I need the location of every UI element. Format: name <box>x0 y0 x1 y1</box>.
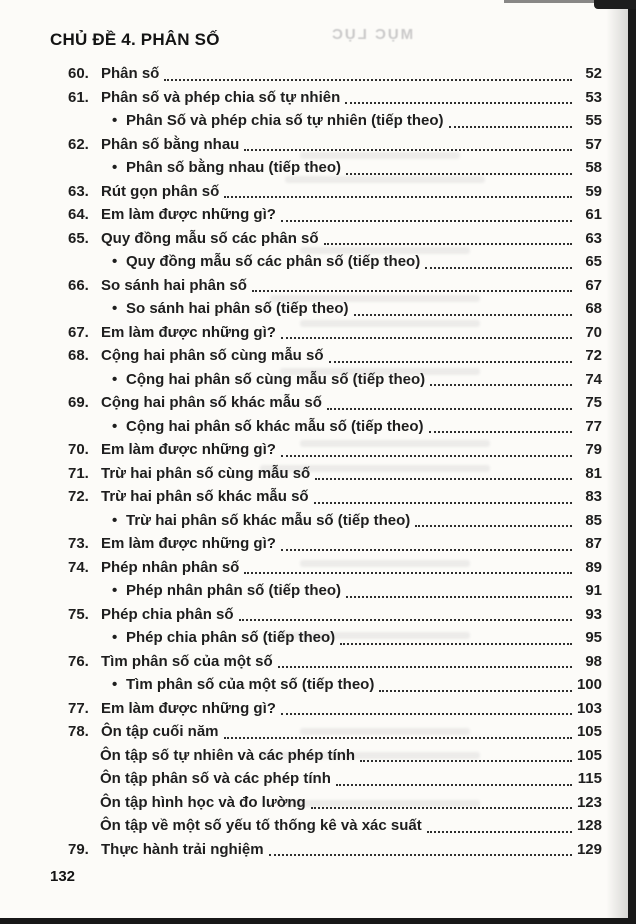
toc-entry-label: Cộng hai phân số khác mẫu số (tiếp theo) <box>126 417 424 435</box>
toc-entry <box>50 227 602 251</box>
scan-edge-bottom <box>0 918 636 924</box>
toc-entry <box>50 368 602 392</box>
toc-entry-prefix: 78. <box>68 723 89 740</box>
toc-entry <box>50 415 602 439</box>
toc-entry-prefix: 71. <box>68 464 89 482</box>
toc-entry-page: 72 <box>585 347 602 364</box>
toc-entry-page: 52 <box>585 65 602 82</box>
toc-entry-prefix: • <box>112 511 118 529</box>
dot-leader <box>344 579 574 603</box>
toc-entry-page: 63 <box>585 229 602 247</box>
toc-entry-label: Phép nhân phân số (tiếp theo) <box>126 582 341 599</box>
toc-entry-page: 95 <box>585 629 602 646</box>
dot-leader <box>313 462 574 486</box>
toc-entry-page: 93 <box>585 605 602 623</box>
toc-entry-page: 128 <box>576 817 602 834</box>
dot-leader <box>242 556 574 580</box>
toc-entry <box>50 274 602 298</box>
toc-entry-label: Quy đồng mẫu số các phân số <box>101 229 319 247</box>
toc-entry-prefix: 62. <box>68 135 89 153</box>
toc-entry-label: Trừ hai phân số cùng mẫu số <box>101 464 311 482</box>
dot-leader <box>427 415 574 439</box>
toc-entry-label: Em làm được những gì? <box>101 535 276 552</box>
toc-entry-label: Phân Số và phép chia số tự nhiên (tiếp theo) <box>126 112 444 129</box>
dot-leader <box>309 791 574 815</box>
scan-edge-right <box>628 0 636 924</box>
toc-entry-label: Cộng hai phân số cùng mẫu số (tiếp theo) <box>126 370 426 388</box>
toc-entry <box>50 438 602 462</box>
toc-entry <box>50 86 602 110</box>
toc-entry <box>50 344 602 368</box>
toc-entry-label: Thực hành trải nghiệm <box>101 840 264 858</box>
toc-entry <box>50 321 602 345</box>
toc-entry <box>50 133 602 157</box>
toc-entry-label: Quy đồng mẫu số các phân số (tiếp theo) <box>126 253 421 270</box>
dot-leader <box>343 86 574 110</box>
toc-entry-page: 77 <box>585 417 602 435</box>
toc-entry-label: Tìm phân số của một số <box>101 652 273 670</box>
toc-entry-label: Trừ hai phân số khác mẫu số <box>101 488 309 505</box>
toc-entry-prefix: • <box>112 676 118 693</box>
dot-leader <box>358 744 574 768</box>
toc-entry <box>50 556 602 580</box>
dot-leader <box>423 250 574 274</box>
toc-entry <box>50 791 602 815</box>
dot-leader <box>413 509 574 533</box>
showthrough-title: MỤC LỤC <box>330 26 414 43</box>
toc-entry-prefix: 66. <box>68 276 89 294</box>
dot-leader <box>327 344 574 368</box>
toc-entry <box>50 156 602 180</box>
toc-entry-page: 75 <box>585 394 602 411</box>
toc-entry-label: Phép chia phân số <box>101 605 234 623</box>
toc-entry-page: 70 <box>585 323 602 341</box>
toc-entry-prefix: • <box>112 300 118 317</box>
toc-entry-label: Cộng hai phân số khác mẫu số <box>101 394 322 411</box>
dot-leader <box>344 156 574 180</box>
toc-entry-label: Tìm phân số của một số (tiếp theo) <box>126 676 375 693</box>
toc-entry <box>50 650 602 674</box>
toc-list <box>50 62 602 861</box>
toc-entry-label: Ôn tập về một số yếu tố thống kê và xác suất <box>100 817 422 834</box>
toc-entry-label: Phân số <box>101 65 160 82</box>
page-title: CHỦ ĐỀ 4. PHÂN SỐ <box>50 30 220 49</box>
toc-entry-prefix: • <box>112 370 118 388</box>
toc-entry-page: 115 <box>577 770 602 787</box>
toc-entry-prefix: 69. <box>68 394 89 411</box>
toc-entry-label: Phân số và phép chia số tự nhiên <box>101 88 341 106</box>
toc-entry <box>50 838 602 862</box>
toc-entry <box>50 250 602 274</box>
toc-entry-prefix: • <box>112 417 118 435</box>
dot-leader <box>377 673 574 697</box>
dot-leader <box>279 438 574 462</box>
toc-entry-label: So sánh hai phân số <box>101 276 247 294</box>
toc-entry-page: 85 <box>585 511 602 529</box>
toc-entry-page: 81 <box>585 464 602 482</box>
toc-entry <box>50 62 602 86</box>
toc-entry <box>50 697 602 721</box>
toc-entry-prefix: 76. <box>68 652 89 670</box>
toc-entry <box>50 485 602 509</box>
toc-entry-page: 123 <box>576 793 602 811</box>
toc-entry-prefix: 67. <box>68 323 89 341</box>
toc-entry-prefix: 65. <box>68 229 89 247</box>
toc-entry-page: 74 <box>585 370 602 388</box>
dot-leader <box>447 109 574 133</box>
dot-leader <box>338 626 574 650</box>
toc-entry-prefix: • <box>112 159 118 176</box>
toc-entry-page: 61 <box>585 206 602 223</box>
dot-leader <box>222 180 574 204</box>
dot-leader <box>242 133 574 157</box>
dot-leader <box>237 603 574 627</box>
toc-entry-page: 103 <box>576 699 602 717</box>
toc-entry-page: 59 <box>585 182 602 200</box>
dot-leader <box>322 227 574 251</box>
toc-entry-label: Ôn tập số tự nhiên và các phép tính <box>100 746 356 764</box>
dot-leader <box>425 814 574 838</box>
toc-entry-page: 67 <box>585 276 602 294</box>
toc-entry <box>50 180 602 204</box>
toc-entry-label: Phân số bằng nhau <box>101 135 240 153</box>
dot-leader <box>279 321 574 345</box>
toc-entry-page: 87 <box>585 535 602 552</box>
toc-entry-prefix: 64. <box>68 206 89 223</box>
toc-entry <box>50 462 602 486</box>
toc-entry <box>50 673 602 697</box>
toc-entry-page: 83 <box>585 488 602 505</box>
dot-leader <box>276 650 574 674</box>
toc-entry <box>50 603 602 627</box>
toc-entry-prefix: • <box>112 629 118 646</box>
toc-entry-label: Ôn tập phân số và các phép tính <box>100 770 331 787</box>
toc-entry-prefix: 73. <box>68 535 89 552</box>
toc-entry <box>50 532 602 556</box>
toc-entry-label: Phép chia phân số (tiếp theo) <box>126 629 336 646</box>
dot-leader <box>250 274 574 298</box>
page-number: 132 <box>50 868 76 885</box>
toc-entry-prefix: • <box>112 582 118 599</box>
toc-entry <box>50 814 602 838</box>
toc-entry-page: 89 <box>585 558 602 576</box>
dot-leader <box>312 485 574 509</box>
scan-shadow <box>606 0 628 924</box>
toc-entry-label: Phân số bằng nhau (tiếp theo) <box>126 159 341 176</box>
toc-entry <box>50 767 602 791</box>
dot-leader <box>279 697 574 721</box>
toc-entry <box>50 203 602 227</box>
toc-entry <box>50 744 602 768</box>
toc-entry <box>50 720 602 744</box>
toc-entry-label: Em làm được những gì? <box>101 206 276 223</box>
toc-entry-page: 98 <box>585 652 602 670</box>
scan-edge-top-right <box>594 0 636 9</box>
toc-entry-prefix: 79. <box>68 840 89 858</box>
toc-entry-page: 105 <box>576 723 602 740</box>
toc-entry-prefix: 74. <box>68 558 89 576</box>
toc-entry-prefix: 68. <box>68 347 89 364</box>
toc-entry-label: Cộng hai phân số cùng mẫu số <box>101 347 324 364</box>
toc-entry-prefix: 60. <box>68 65 89 82</box>
toc-entry-prefix: 77. <box>68 699 89 717</box>
toc-entry-page: 65 <box>585 253 602 270</box>
toc-entry-page: 68 <box>585 300 602 317</box>
toc-entry-label: Rút gọn phân số <box>101 182 220 200</box>
toc-entry <box>50 391 602 415</box>
toc-entry-prefix: • <box>112 112 118 129</box>
dot-leader <box>428 368 574 392</box>
toc-entry-prefix: 70. <box>68 441 89 458</box>
toc-entry-label: Em làm được những gì? <box>101 323 276 341</box>
scan-edge-top-line <box>504 0 594 3</box>
toc-entry-page: 129 <box>576 840 602 858</box>
toc-entry-label: Trừ hai phân số khác mẫu số (tiếp theo) <box>126 511 411 529</box>
dot-leader <box>325 391 574 415</box>
dot-leader <box>334 767 574 791</box>
dot-leader <box>279 203 574 227</box>
toc-entry-prefix: 72. <box>68 488 89 505</box>
toc-entry-page: 57 <box>585 135 602 153</box>
toc-entry-prefix: 63. <box>68 182 89 200</box>
toc-entry-page: 53 <box>585 88 602 106</box>
dot-leader <box>352 297 574 321</box>
toc-entry-prefix: 75. <box>68 605 89 623</box>
toc-entry-page: 58 <box>585 159 602 176</box>
toc-entry-prefix: 61. <box>68 88 89 106</box>
toc-entry <box>50 297 602 321</box>
dot-leader <box>222 720 574 744</box>
toc-entry-page: 79 <box>585 441 602 458</box>
toc-entry-label: Ôn tập cuối năm <box>101 723 219 740</box>
toc-entry-page: 105 <box>576 746 602 764</box>
dot-leader <box>267 838 574 862</box>
toc-entry-page: 91 <box>585 582 602 599</box>
toc-entry <box>50 509 602 533</box>
toc-entry-label: Em làm được những gì? <box>101 699 276 717</box>
toc-entry <box>50 109 602 133</box>
toc-entry-label: Em làm được những gì? <box>101 441 276 458</box>
toc-entry-label: So sánh hai phân số (tiếp theo) <box>126 300 349 317</box>
toc-entry <box>50 626 602 650</box>
toc-entry-label: Phép nhân phân số <box>101 558 240 576</box>
toc-entry <box>50 579 602 603</box>
dot-leader <box>162 62 574 86</box>
toc-entry-page: 100 <box>576 676 602 693</box>
toc-entry-prefix: • <box>112 253 118 270</box>
toc-entry-label: Ôn tập hình học và đo lường <box>100 793 306 811</box>
toc-entry-page: 55 <box>585 112 602 129</box>
dot-leader <box>279 532 574 556</box>
